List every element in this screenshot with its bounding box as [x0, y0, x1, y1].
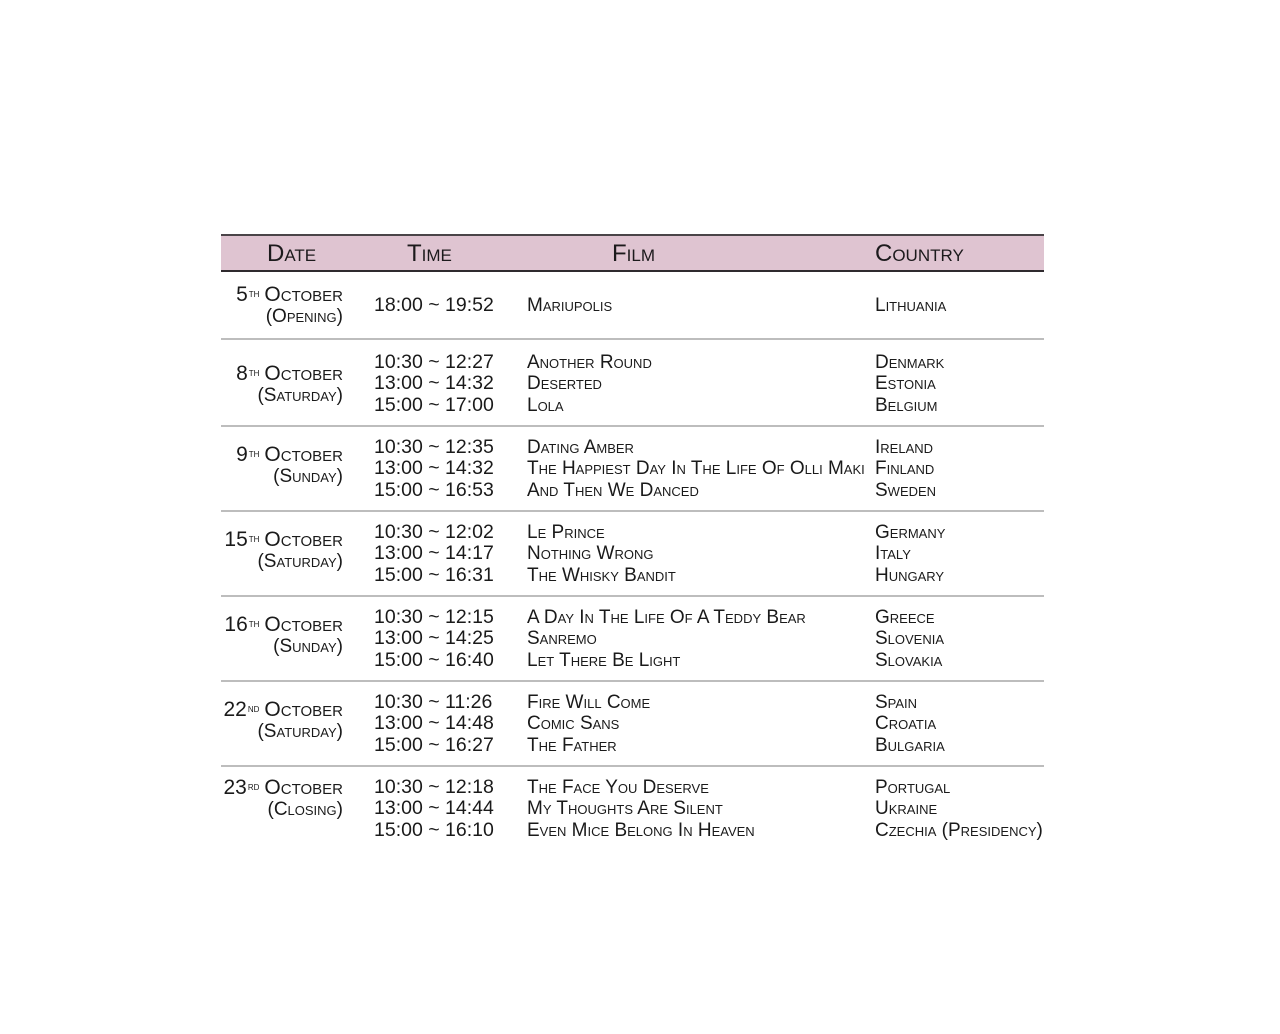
film-title: Nothing Wrong — [527, 543, 654, 565]
time-cell — [374, 692, 494, 756]
screening-time: 13:00 ~ 14:17 — [374, 542, 494, 565]
film-title: And Then We Danced — [527, 479, 699, 501]
country-cell — [875, 607, 944, 671]
screening-time: 10:30 ~ 12:27 — [374, 351, 494, 373]
country-name: Lithuania — [875, 295, 947, 316]
country-name: Finland — [875, 458, 935, 480]
screening-time: 10:30 ~ 12:02 — [374, 521, 494, 543]
date-note: (Saturday) — [257, 721, 343, 742]
film-title: Let There Be Light — [527, 649, 681, 671]
country-name: Slovenia — [875, 628, 945, 650]
screening-time: 15:00 ~ 16:10 — [374, 818, 494, 841]
date-note: (Opening) — [265, 306, 343, 327]
screening-time: 13:00 ~ 14:25 — [374, 627, 494, 650]
country-name: Ukraine — [875, 798, 938, 820]
date-note: (Saturday) — [257, 551, 343, 572]
screening-time: 13:00 ~ 14:32 — [374, 372, 494, 395]
screening-time: 15:00 ~ 16:27 — [374, 733, 494, 756]
date-cell — [224, 614, 343, 658]
date-cell — [236, 363, 343, 407]
country-name: Italy — [875, 543, 911, 565]
date-cell — [236, 284, 343, 328]
screening-time: 15:00 ~ 16:53 — [374, 478, 494, 501]
date-cell — [224, 777, 344, 821]
film-cell — [527, 295, 612, 316]
table-row — [221, 427, 1044, 512]
time-cell — [374, 437, 494, 501]
film-title: Even Mice Belong In Heaven — [527, 819, 755, 841]
country-cell — [875, 295, 946, 316]
date-note: (Sunday) — [273, 636, 343, 657]
country-name: Ireland — [875, 437, 934, 458]
time-cell — [374, 607, 494, 671]
film-cell — [527, 692, 650, 756]
date-day: 16th October — [224, 613, 343, 636]
film-title: Fire Will Come — [527, 692, 651, 713]
table-row — [221, 767, 1044, 852]
screening-time: 15:00 ~ 17:00 — [374, 393, 494, 416]
film-title: Mariupolis — [527, 295, 613, 316]
film-cell — [527, 352, 652, 416]
screening-time: 13:00 ~ 14:48 — [374, 712, 494, 735]
table-row — [221, 340, 1044, 427]
country-name: Slovakia — [875, 649, 943, 671]
country-name: Belgium — [875, 394, 938, 416]
film-title: Le Prince — [527, 522, 605, 543]
film-title: Comic Sans — [527, 713, 620, 735]
screening-time: 18:00 ~ 19:52 — [374, 294, 494, 316]
country-name: Greece — [875, 607, 935, 628]
date-day: 9th October — [236, 443, 343, 466]
screening-time: 10:30 ~ 12:18 — [374, 776, 494, 798]
country-name: Bulgaria — [875, 734, 945, 756]
country-name: Germany — [875, 522, 946, 543]
date-note: (Sunday) — [273, 466, 343, 487]
country-cell — [875, 777, 1043, 841]
country-name: Spain — [875, 692, 918, 713]
date-day: 23rd October — [223, 776, 343, 799]
film-title: The Father — [527, 734, 617, 756]
country-cell — [875, 522, 945, 586]
film-title: The Face You Deserve — [527, 777, 709, 798]
film-cell — [527, 777, 755, 841]
screening-time: 10:30 ~ 12:35 — [374, 436, 494, 458]
film-title: My Thoughts Are Silent — [527, 798, 723, 820]
film-title: Dating Amber — [527, 437, 634, 458]
date-cell — [224, 699, 344, 743]
country-cell — [875, 692, 945, 756]
time-cell — [374, 352, 494, 416]
film-title: Another Round — [527, 352, 652, 373]
film-title: The Whisky Bandit — [527, 564, 676, 586]
date-cell — [236, 444, 343, 488]
country-cell — [875, 352, 944, 416]
film-title: A Day In The Life Of A Teddy Bear — [527, 607, 806, 628]
film-schedule-table — [221, 234, 1044, 852]
table-row — [221, 682, 1044, 767]
screening-time: 15:00 ~ 16:40 — [374, 648, 494, 671]
country-cell — [875, 437, 936, 501]
country-name: Denmark — [875, 352, 945, 373]
table-row — [221, 512, 1044, 597]
film-title: Lola — [527, 394, 564, 416]
country-name: Sweden — [875, 479, 937, 501]
date-note: (Saturday) — [257, 385, 343, 406]
table-row — [221, 597, 1044, 682]
film-cell — [527, 522, 676, 586]
film-title: The Happiest Day In The Life Of Olli Maki — [527, 458, 865, 480]
country-name: Hungary — [875, 564, 945, 586]
screening-time: 10:30 ~ 12:15 — [374, 606, 494, 628]
screening-time: 10:30 ~ 11:26 — [374, 691, 493, 713]
header-film: Film — [612, 240, 655, 267]
date-cell — [224, 529, 343, 573]
date-day: 15th October — [224, 528, 343, 551]
country-name: Portugal — [875, 777, 951, 798]
date-note: (Closing) — [267, 799, 343, 820]
film-title: Sanremo — [527, 628, 597, 650]
table-row — [221, 272, 1044, 340]
screening-time: 15:00 ~ 16:31 — [374, 563, 494, 586]
film-cell — [527, 607, 806, 671]
time-cell — [374, 295, 494, 316]
time-cell — [374, 777, 494, 841]
date-day: 5th October — [236, 283, 343, 306]
date-day: 8th October — [236, 362, 343, 385]
date-day: 22nd October — [223, 698, 343, 721]
country-name: Croatia — [875, 713, 937, 735]
screening-time: 13:00 ~ 14:32 — [374, 457, 494, 480]
table-header — [221, 234, 1044, 272]
country-name: Estonia — [875, 373, 936, 395]
time-cell — [374, 522, 494, 586]
film-title: Deserted — [527, 373, 602, 395]
header-country: Country — [875, 240, 964, 267]
header-date: Date — [267, 240, 317, 267]
country-name: Czechia (Presidency) — [875, 819, 1043, 841]
film-cell — [527, 437, 865, 501]
header-time: Time — [407, 240, 452, 267]
screening-time: 13:00 ~ 14:44 — [374, 797, 494, 820]
